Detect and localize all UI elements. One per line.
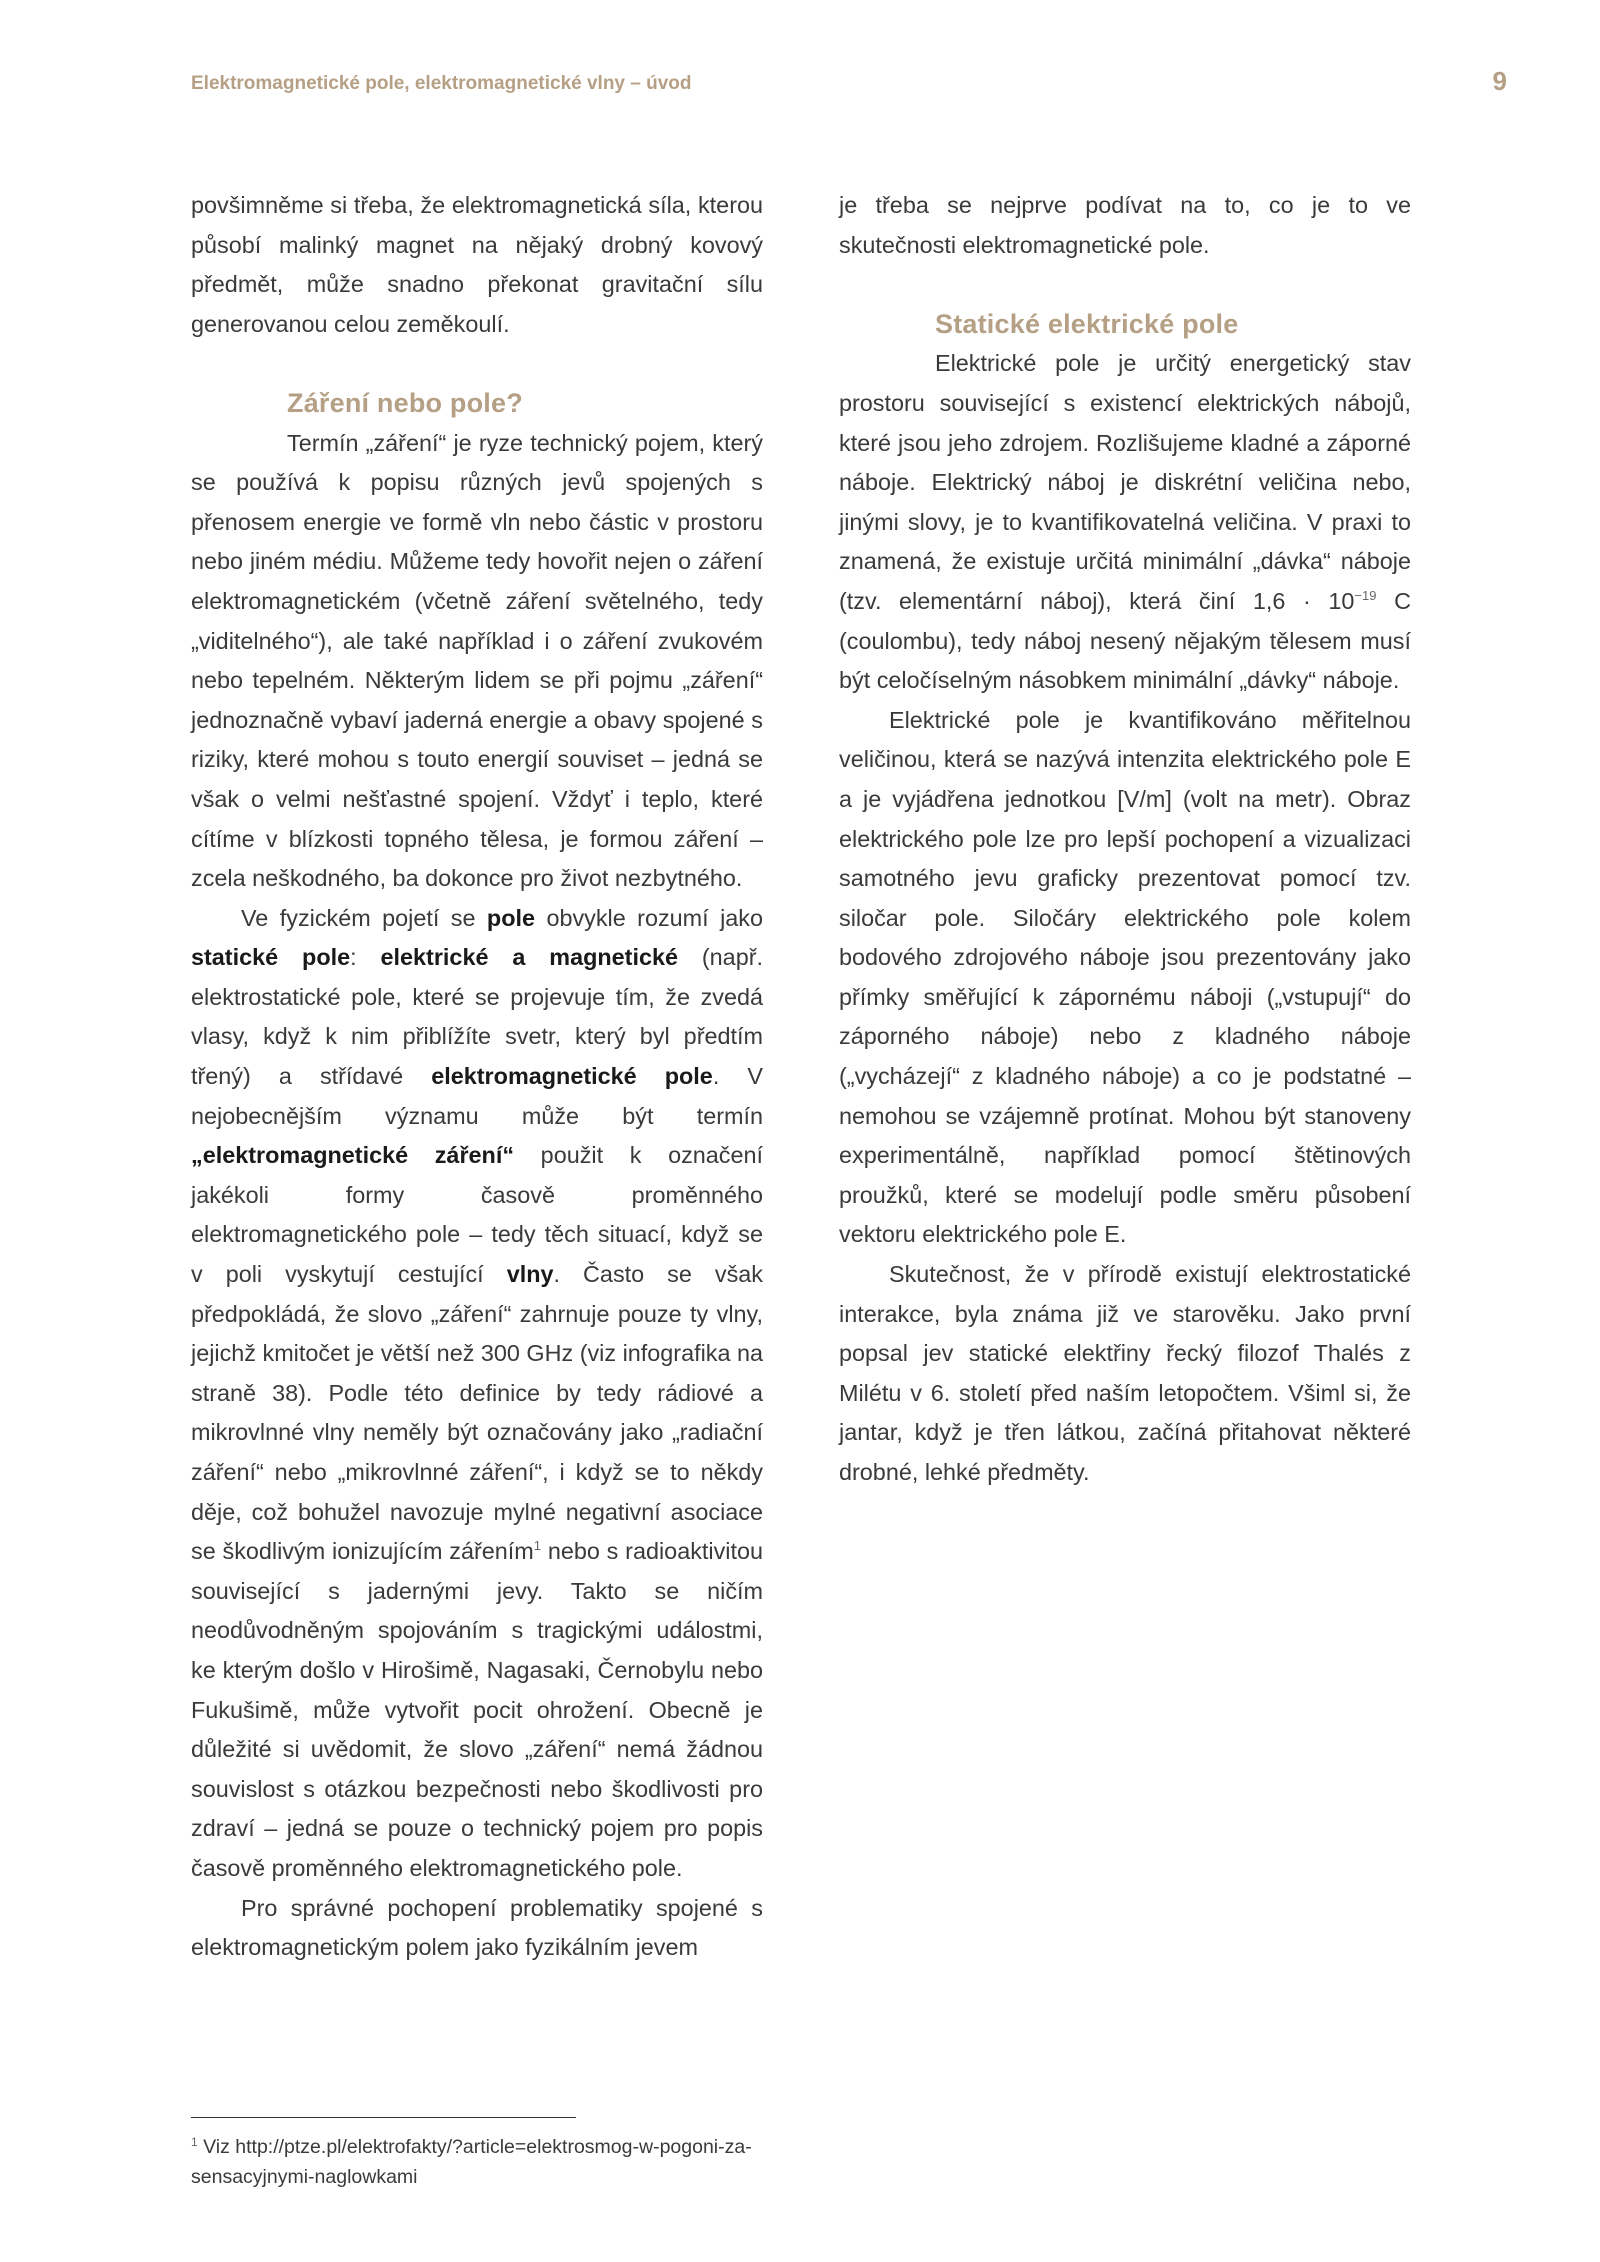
exponent: −19 (1354, 587, 1377, 603)
paragraph: Skutečnost, že v přírodě existují elektrostatické interakce, byla známa již ve starověku. Jako první popsal jev statické elektřiny řecký filozof Thalés z Milétu v 6. století před naším letopočtem. Všiml si, že jantar, když je třen látkou, začíná přitahovat některé drobné, lehké předměty. (839, 1261, 1411, 1485)
footnote-text: Viz http://ptze.pl/elektrofakty/?article=elektrosmog-w-pogoni-za-sensacyjnymi-naglowkami (191, 2136, 752, 2188)
footnote-reference: 1 (533, 1538, 542, 1554)
paragraph: je třeba se nejprve podívat na to, co je to ve skutečnosti elektromagnetické pole. (839, 192, 1411, 258)
section-heading-staticke-elektricke-pole: Statické elektrické pole (935, 308, 1239, 339)
paragraph: povšimněme si třeba, že elektromagnetická síla, kterou působí malinký magnet na nějaký drobný kovový předmět, může snadno překonat gravitační sílu generovanou celou zeměkoulí. (191, 192, 763, 337)
paragraph: Termín „záření“ je ryze technický pojem, který se používá k popisu různých jevů spojených s přenosem energie ve formě vln nebo částic v prostoru nebo jiném médiu. Můžeme tedy hovořit nejen o záření elektromagnetickém (včetně záření světelného, tedy „viditelného“), ale také například i o záření zvukovém nebo tepelném. Některým lidem se při pojmu „záření“ jednoznačně vybaví jaderná energie a obavy spojené s riziky, které mohou s touto energií souviset – jedná se však o velmi nešťastné spojení. Vždyť i teplo, které cítíme v blízkosti topného tělesa, je formou záření – zcela neškodného, ba dokonce pro život nezbytného. (191, 429, 763, 892)
paragraph: Elektrické pole je určitý energetický stav prostoru související s existencí elektrických nábojů, které jsou jeho zdrojem. Rozlišujeme kladné a záporné náboje. Elektrický náboj je diskrétní veličina nebo, jinými slovy, je to kvantifikovatelná veličina. V praxi to znamená, že existuje určitá minimální „dávka“ náboje (tzv. elementární náboj), která činí $1,6 \cdot 10^{-19}$ C (coulombu), tedy náboj nesený nějakým tělesem musí být celočíselným násobkem minimální „dávky“ náboje. (839, 350, 1411, 694)
section-heading-zareni-nebo-pole: Záření nebo pole? (287, 387, 523, 418)
paragraph: Elektrické pole je kvantifikováno měřitelnou veličinou, která se nazývá intenzita elektrického pole E a je vyjádřena jednotkou [V/m] (volt na metr). Obraz elektrického pole lze pro lepší pochopení a vizualizaci samotného jevu graficky prezentovat pomocí tzv. siločar pole. Siločáry elektrického pole kolem bodového zdrojového náboje jsou prezentovány jako přímky směřující k zápornému náboji („vstupují“ do záporného náboje) nebo z kladného náboje („vycházejí“ z kladného náboje) a co je podstatné – nemohou se vzájemně protínat. Mohou být stanoveny experimentálně, například pomocí štětinových proužků, které se modelují podle směru působení vektoru elektrického pole E. (839, 706, 1411, 1248)
right-column (839, 186, 1411, 1493)
footnote-divider (191, 2117, 576, 2118)
left-column (191, 186, 763, 1968)
page-number: 9 (1492, 66, 1507, 96)
footnote (191, 2132, 763, 2192)
paragraph: Ve fyzickém pojetí se pole obvykle rozumí jako statické pole: elektrické a magnetické (např. elektrostatické pole, které se projevuje tím, že zvedá vlasy, když k nim přiblížíte svetr, který byl předtím třený) a střídavé elektromagnetické pole. V nejobecnějším významu může být termín „elektromagnetické záření“ použit k označení jakékoli formy časově proměnného elektromagnetického pole – tedy těch situací, když se v poli vyskytují cestující vlny. Často se však předpokládá, že slovo „záření“ zahrnuje pouze ty vlny, jejichž kmitočet je větší než 300 GHz (viz infografika na straně 38). Podle této definice by tedy rádiové a mikrovlnné vlny neměly být označovány jako „radiační záření“ nebo „mikrovlnné záření“, i když se to někdy děje, což bohužel navozuje mylné negativní asociace se škodlivým ionizujícím zářením$^1$ nebo s radioaktivitou související s jadernými jevy. Takto se ničím neodůvodněným spojováním s tragickými událostmi, ke kterým došlo v Hirošimě, Nagasaki, Černobylu nebo Fukušimě, může vytvořit pocit ohrožení. Obecně je důležité si uvědomit, že slovo „záření“ nemá žádnou souvislost s otázkou bezpečnosti nebo škodlivosti pro zdraví – jedná se pouze o technický pojem pro popis časově proměnného elektromagnetického pole. (191, 904, 764, 1881)
paragraph: Pro správné pochopení problematiky spojené s elektromagnetickým polem jako fyzikálním jevem (191, 1894, 763, 1961)
footnote-mark: 1 (191, 2135, 198, 2149)
running-header: Elektromagnetické pole, elektromagnetické vlny – úvod (191, 73, 692, 94)
